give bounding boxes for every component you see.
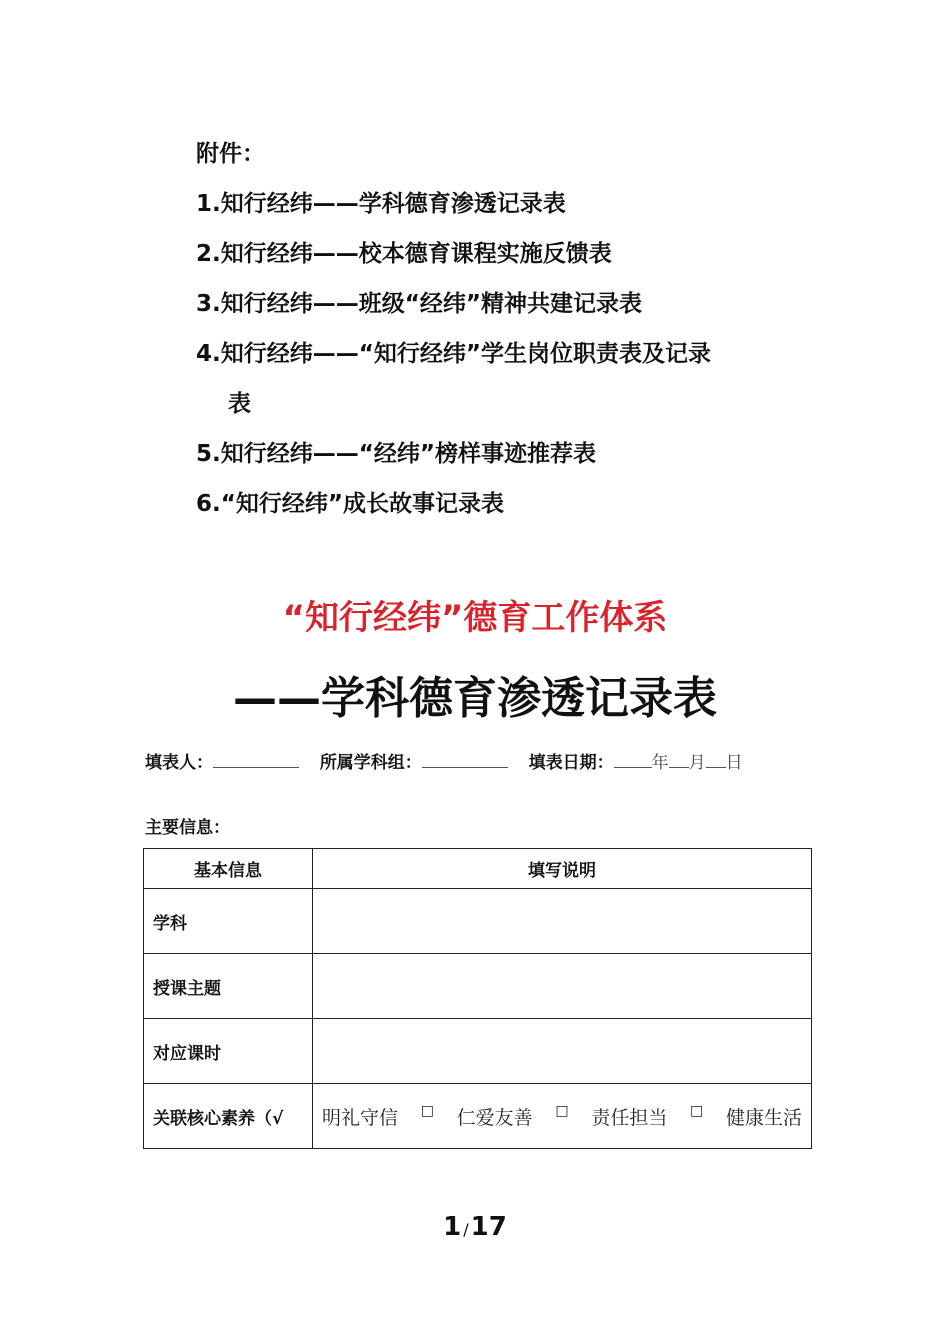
- row-label: 授课主题: [144, 954, 313, 1019]
- subject-group-field[interactable]: [422, 751, 508, 768]
- date-label: 填表日期：: [528, 753, 614, 773]
- current-page: 1: [443, 1212, 462, 1242]
- attachment-item-4: [196, 332, 836, 382]
- filler-label: 填表人：: [145, 753, 213, 773]
- table-header-cell: 基本信息: [144, 849, 313, 889]
- option-label: 仁爱友善: [456, 1106, 533, 1129]
- option-label: 健康生活: [725, 1106, 802, 1129]
- page-separator: /: [463, 1220, 469, 1239]
- document-subtitle: ——学科德育渗透记录表: [233, 673, 717, 724]
- attachment-item-text: 知行经纬——校本德育课程实施反馈表: [220, 241, 612, 267]
- attachment-item-6: [196, 482, 836, 532]
- attachment-item-text: 知行经纬——“经纬”榜样事迹推荐表: [220, 441, 596, 467]
- day-field[interactable]: [706, 751, 726, 768]
- attachment-item-3: [196, 282, 836, 332]
- checkbox-icon[interactable]: □: [420, 1102, 434, 1119]
- core-literacy-options: [313, 1084, 812, 1149]
- total-pages: 17: [470, 1212, 507, 1242]
- checkbox-icon[interactable]: □: [690, 1102, 704, 1119]
- attachment-list: [196, 132, 836, 532]
- filler-field[interactable]: [213, 751, 299, 768]
- record-table: [143, 848, 812, 1149]
- table-header-row: [144, 849, 812, 889]
- table-row: [144, 889, 812, 954]
- attachment-item-number: 3.: [196, 291, 221, 317]
- attachment-item-number: 6.: [196, 491, 221, 517]
- attachment-item-number: 4.: [196, 341, 221, 367]
- attachment-item-1: [196, 182, 836, 232]
- subject-input-cell[interactable]: [313, 889, 812, 954]
- subject-group-label: 所属学科组：: [319, 753, 422, 773]
- document-title: “知行经纬”德育工作体系: [282, 598, 668, 638]
- main-info-label: 主要信息：: [145, 818, 230, 838]
- attachment-item-text: “知行经纬”成长故事记录表: [220, 491, 504, 517]
- lesson-input-cell[interactable]: [313, 1019, 812, 1084]
- table-row: [144, 1084, 812, 1149]
- attachment-item-text: 知行经纬——“知行经纬”学生岗位职责表及记录: [220, 341, 711, 367]
- attachment-item-number: 2.: [196, 241, 221, 267]
- attachment-item-text: 知行经纬——班级“经纬”精神共建记录表: [220, 291, 642, 317]
- attachment-item-number: 5.: [196, 441, 221, 467]
- attachment-item-text: 知行经纬——学科德育渗透记录表: [220, 191, 566, 217]
- year-field[interactable]: [614, 751, 652, 768]
- attachment-item-2: [196, 232, 836, 282]
- day-unit: 日: [725, 753, 743, 773]
- option-label: 责任担当: [591, 1106, 668, 1129]
- row-label: 学科: [144, 889, 313, 954]
- attachment-heading: 附件：: [196, 141, 265, 167]
- month-unit: 月: [688, 753, 706, 773]
- table-header-cell: 填写说明: [313, 849, 812, 889]
- page-number: [0, 1212, 950, 1242]
- form-header-fields: [145, 748, 743, 773]
- year-unit: 年: [651, 753, 669, 773]
- row-label: 对应课时: [144, 1019, 313, 1084]
- option-label: 明礼守信: [322, 1106, 399, 1129]
- checkbox-icon[interactable]: □: [555, 1102, 569, 1119]
- month-field[interactable]: [669, 751, 689, 768]
- topic-input-cell[interactable]: [313, 954, 812, 1019]
- row-label: 关联核心素养（√: [144, 1084, 313, 1149]
- attachment-item-5: [196, 432, 836, 482]
- attachment-item-4-continuation: 表: [228, 391, 251, 417]
- table-row: [144, 1019, 812, 1084]
- table-row: [144, 954, 812, 1019]
- attachment-item-number: 1.: [196, 191, 221, 217]
